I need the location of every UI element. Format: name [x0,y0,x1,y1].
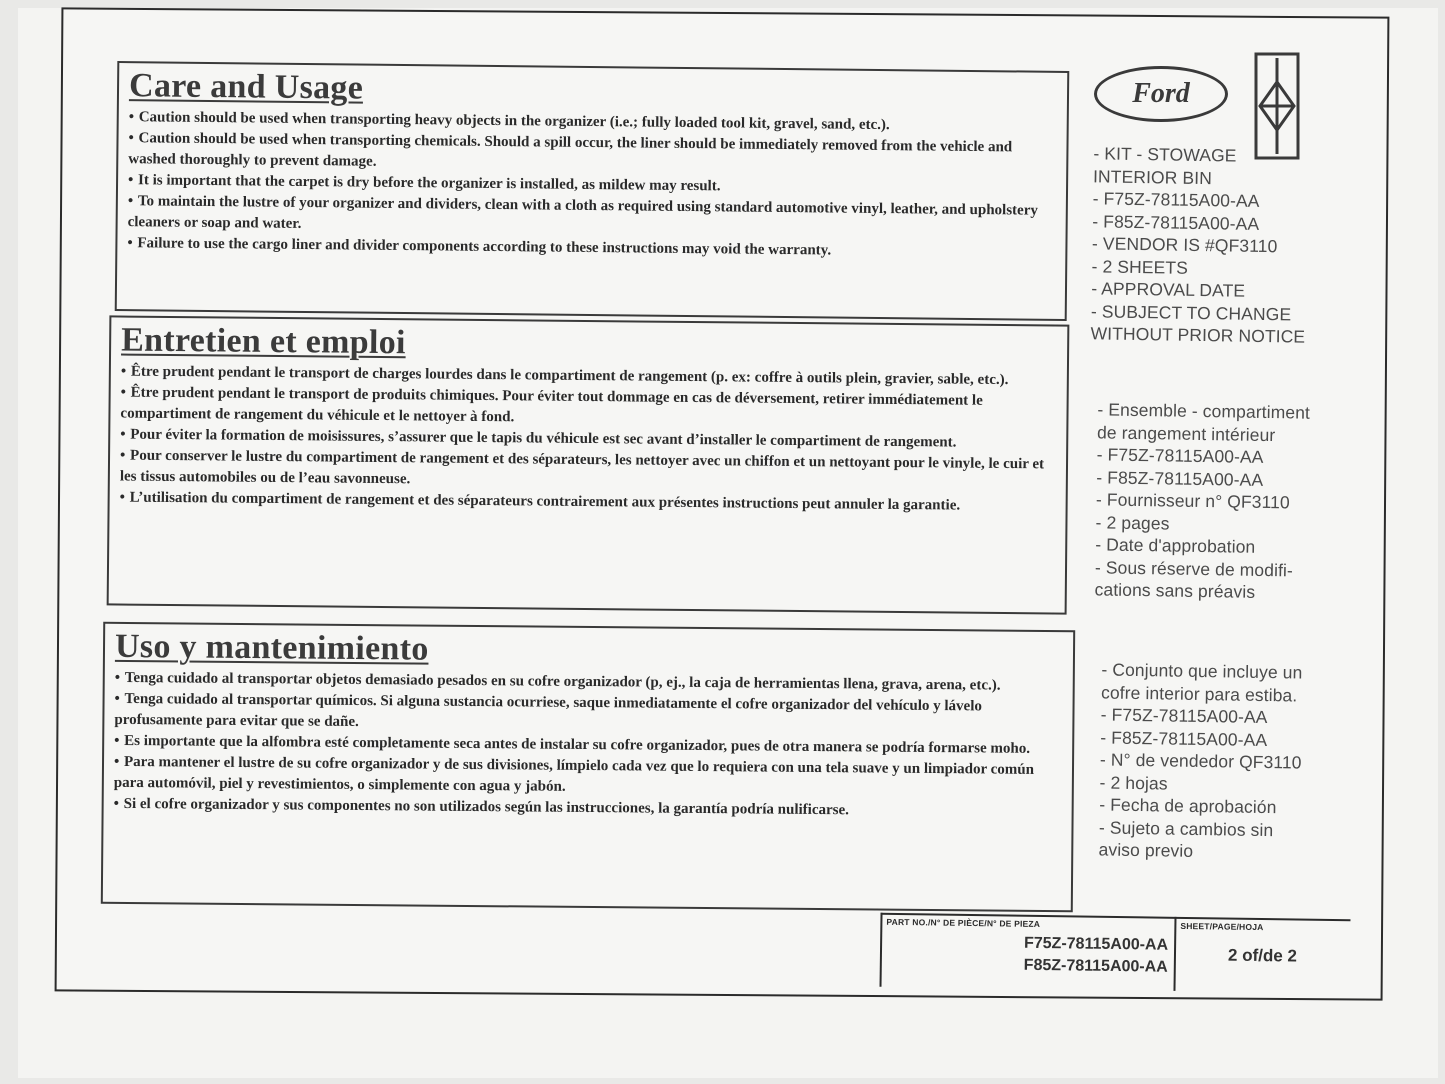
side-note-line: - F75Z-78115A00-AA [1092,188,1260,211]
side-notes-french [1094,398,1310,604]
side-note-line: - F85Z-78115A00-AA [1096,466,1264,490]
part-number-label: PART NO./N° DE PIÈCE/N° DE PIEZA [886,916,1041,929]
list-item: • Caution should be used when transporting heavy objects in the organizer (i.e.; fully loaded tool kit, gravel, sand, etc.). [128,109,890,134]
list-item: • To maintain the lustre of your organizer and dividers, clean with a cloth as required using standard automotive vinyl, leather, and upholstery cleaners or soap and water. [127,193,1038,232]
list-item: • L’utilisation du compartiment de rangement et des séparateurs contrairement aux présentes instructions peut annuler la garantie. [119,489,961,514]
list-item: • Para mantener el lustre de su cofre organizador y de sus divisiones, límpielo cada vez que lo requiera con una tela suave y un limpiador común para automóvil, piel y revestimientos, o simplemente con agua y jabón. [113,753,1035,795]
side-notes-spanish [1098,658,1303,864]
list-item: • Pour conserver le lustre du compartiment de rangement et des séparateurs, les nettoyer avec un chiffon et un nettoyant pour le vinyle, le cuir et les tissus automobiles ou de l’eau savonneuse. [119,447,1045,488]
side-note-line: aviso previo [1098,839,1194,861]
side-note-line: WITHOUT PRIOR NOTICE [1090,323,1306,347]
list-item: • Tenga cuidado al transportar objetos demasiado pesados en su cofre organizador (p, ej., la caja de herramientas llena, grava, arena, etc.). [114,669,1001,694]
title-block [880,913,1351,994]
side-note-line: - SUBJECT TO CHANGE [1090,300,1292,324]
side-note-line: - F85Z-78115A00-AA [1092,210,1260,234]
list-item: • Caution should be used when transporting chemicals. Should a spill occur, the liner should be immediately removed from the vehicle and washed thoroughly to prevent damage. [128,130,1013,170]
side-note-line: - N° de vendedor QF3110 [1099,749,1302,773]
side-note-line: - Sous réserve de modifi- [1094,556,1294,580]
spanish-instructions-list [114,668,1063,823]
section-uso-y-mantenimiento [101,622,1075,912]
side-notes-english [1090,142,1308,348]
side-note-line: - KIT - STOWAGE [1093,143,1237,166]
side-note-line: - Fournisseur n° QF3110 [1095,489,1290,513]
list-item: • Si el cofre organizador y sus componentes no son utilizados según las instrucciones, la garantía podría nulificarse. [113,795,850,819]
sheet-cell [1175,917,1350,993]
part-number: F75Z-78115A00-AA [1023,934,1169,954]
side-note-line: - F85Z-78115A00-AA [1100,726,1268,750]
section-title-spanish: Uso y mantenimiento [114,627,429,668]
part-numbers [882,931,1175,979]
section-title-french: Entretien et emploi [121,321,406,362]
list-item: • Failure to use the cargo liner and divider components according to these instructions may void the warranty. [127,235,832,259]
side-note-line: - 2 hojas [1099,771,1168,793]
list-item: • Pour éviter la formation de moisissures, s’assurer que le tapis du véhicule est sec avant d’installer le compartiment de rangement. [120,426,957,451]
list-item: • Es importante que la alfombra esté completamente seca antes de instalar su cofre organizador, pues de otra manera se podría formarse moho. [114,732,1031,757]
side-note-line: - 2 pages [1095,511,1170,533]
side-note-line: INTERIOR BIN [1092,165,1213,188]
ford-logo: Ford [1094,66,1228,122]
english-instructions-list [127,107,1056,264]
section-care-and-usage [115,61,1070,321]
part-number-cell [880,913,1177,991]
side-note-line: - F75Z-78115A00-AA [1100,704,1268,728]
side-note-line: - APPROVAL DATE [1091,278,1246,301]
side-note-line: - Conjunto que incluye un [1101,659,1303,683]
lincoln-star-icon [1254,52,1300,160]
french-instructions-list [120,362,1057,518]
list-item: • Être prudent pendant le transport de charges lourdes dans le compartiment de rangement (p. ex: coffre à outils plein, gravier, sable, etc.). [120,363,1009,389]
section-entretien-et-emploi [107,315,1070,614]
side-note-line: de rangement intérieur [1096,421,1276,445]
side-note-line: cofre interior para estiba. [1100,681,1298,706]
sheet-number: 2 of/de 2 [1227,945,1298,966]
side-note-line: - VENDOR IS #QF3110 [1091,233,1278,257]
section-title-english: Care and Usage [128,67,364,107]
side-note-line: - Date d'approbation [1095,534,1256,557]
list-item: • Être prudent pendant le transport de produits chimiques. Pour éviter tout dommage en cas de déversement, retirer immédiatement le compartiment de rangement du véhicule et le nettoyer à fond. [120,384,983,426]
side-note-line: cations sans préavis [1094,579,1256,602]
list-item: • Tenga cuidado al transportar químicos. Si alguna sustancia ocurriese, saque inmediatamente el cofre organizador del vehículo y lávelo profusamente para evitar que se dañe. [114,690,982,730]
sheet-label: SHEET/PAGE/HOJA [1180,920,1264,933]
side-note-line: - Sujeto a cambios sin [1098,816,1274,840]
side-note-line: - F75Z-78115A00-AA [1096,444,1264,467]
side-note-line: - Ensemble - compartiment [1097,399,1311,423]
side-note-line: - 2 SHEETS [1091,255,1189,278]
list-item: • It is important that the carpet is dry before the organizer is installed, as mildew may result. [128,172,721,195]
part-number: F85Z-78115A00-AA [1023,956,1168,976]
side-note-line: - Fecha de aprobación [1099,794,1277,818]
